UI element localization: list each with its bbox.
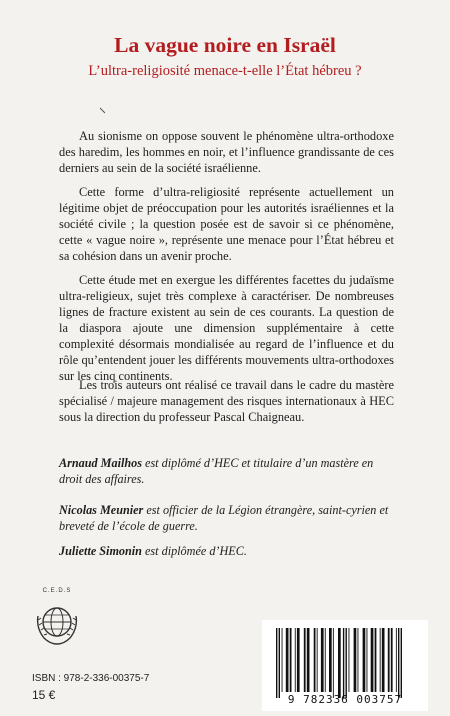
barcode-bar	[338, 628, 341, 698]
barcode-bar	[358, 628, 359, 692]
book-title: La vague noire en Israël	[114, 33, 336, 57]
barcode-bar	[329, 628, 332, 692]
book-subtitle: L’ultra-religiosité menace-t-elle l’État hébreu ?	[88, 63, 362, 79]
barcode-bar	[396, 628, 397, 692]
barcode-bar	[401, 628, 402, 698]
barcode-bar	[295, 628, 296, 692]
barcode-bar	[297, 628, 300, 692]
author-name: Nicolas Meunier	[59, 503, 144, 517]
barcode-bar	[325, 628, 326, 692]
barcode-bar	[380, 628, 381, 692]
ceds-globe-icon	[32, 598, 82, 648]
barcode-bar	[354, 628, 357, 692]
author-name: Juliette Simonin	[59, 544, 142, 558]
barcode-bar	[286, 628, 289, 692]
isbn-text: ISBN : 978-2-336-00375-7	[32, 673, 150, 684]
author-description: est officier de la Légion étrangère, saint-cyrien et breveté de l’école de guerre.	[59, 503, 389, 533]
price-text: 15 €	[32, 688, 56, 702]
barcode-bar	[388, 628, 390, 692]
barcode-bar	[282, 628, 283, 692]
author-bio-1	[59, 455, 399, 487]
barcode-bar	[290, 628, 292, 692]
summary-paragraph-2: Cette forme d’ultra-religiosité représente actuellement un légitime objet de préoccupation pour les autorités israéliennes et la société civile ; la question posée est de savoir si ce phénomène, cette « vague noire », représente une menace pour l’État hébreu et sa cohésion dans un avenir proche.	[59, 185, 394, 263]
barcode-bar	[279, 628, 280, 698]
barcode-bar	[367, 628, 368, 692]
barcode-bar	[363, 628, 366, 692]
barcode-bar	[307, 628, 310, 692]
barcode-bar	[398, 628, 399, 698]
barcode-bar	[276, 628, 277, 698]
barcode-bar	[333, 628, 334, 698]
barcode-bar	[371, 628, 374, 692]
summary-paragraph-1: Au sionisme on oppose souvent le phénomène ultra-orthodoxe des haredim, les hommes en noir, et l’influence grandissante de ces derniers au sein de la société israélienne.	[59, 129, 394, 175]
summary-paragraph-4: Les trois auteurs ont réalisé ce travail dans le cadre du mastère spécialisé / majeure management des risques internationaux à HEC sous la direction du professeur Pascal Chaigneau.	[59, 378, 394, 424]
author-description: est diplômée d’HEC.	[141, 544, 247, 558]
summary-paragraph-3: Cette étude met en exergue les différentes facettes du judaïsme ultra-religieux, sujet très complexe à caractériser. De nombreuses lignes de fracture existent au sein de ces courants. La question de la diaspora ajoute une dimension supplémentaire à cette complexité désormais mondialisée au regard de l’influence et du rôle qu’entendent jouer les différents mouvements ultra-orthodoxes sur les cinq continents.	[59, 273, 394, 383]
stray-mark	[100, 108, 106, 114]
author-bio-2	[59, 502, 399, 534]
barcode-bar	[346, 628, 347, 698]
barcode-bar	[375, 628, 377, 692]
author-bio-3	[59, 543, 399, 559]
barcode-bar	[321, 628, 324, 692]
barcode-bar	[349, 628, 350, 692]
barcode-digits: 9 782336 003757	[287, 693, 403, 706]
publisher-logo-label: C.E.D.S	[42, 588, 72, 594]
author-name: Arnaud Mailhos	[59, 456, 142, 470]
barcode-bar	[382, 628, 385, 692]
barcode-bar	[314, 628, 316, 692]
author-description: est diplômé d’HEC et titulaire d’un mastère en droit des affaires.	[59, 456, 374, 486]
barcode-bar	[343, 628, 344, 698]
barcode-bar	[304, 628, 306, 692]
barcode-bar	[391, 628, 393, 692]
barcode-bar	[317, 628, 318, 692]
